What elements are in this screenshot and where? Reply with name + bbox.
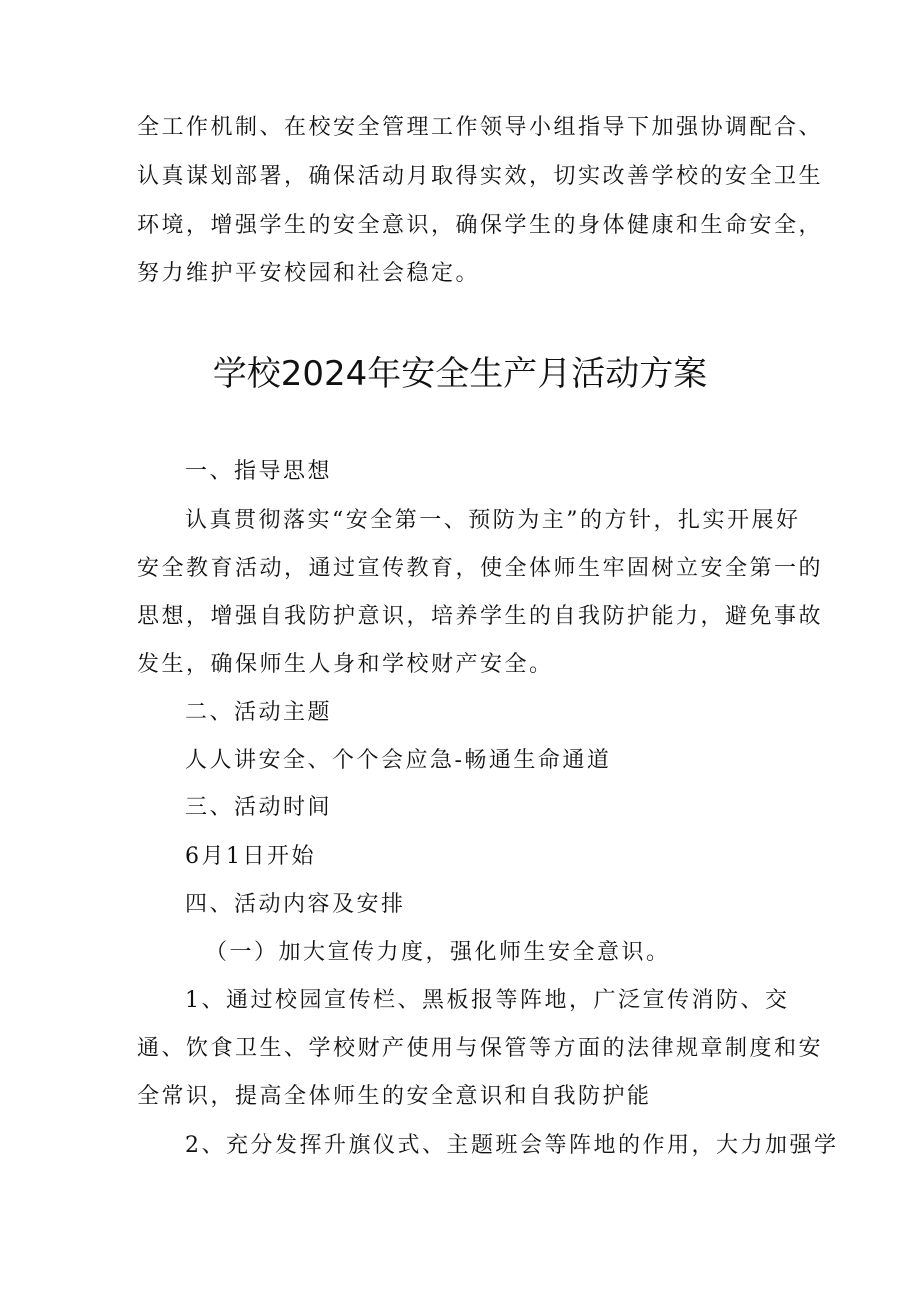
continuation-line-3: 环境，增强学生的安全意识，确保学生的身体健康和生命安全，: [137, 213, 824, 238]
section-4-item-1-line-2: 通、饮食卫生、学校财产使用与保管等方面的法律规章制度和安: [137, 1036, 824, 1061]
section-1-body-line-3: 思想，增强自我防护意识，培养学生的自我防护能力，避免事故: [137, 604, 824, 629]
section-4-item-2-line-1: 2、充分发挥升旗仪式、主题班会等阵地的作用，大力加强学: [185, 1133, 839, 1158]
continuation-line-2: 认真谋划部署，确保活动月取得实效，切实改善学校的安全卫生: [137, 164, 824, 189]
section-4-subheading-1: （一）加大宣传力度，强化师生安全意识。: [205, 940, 671, 965]
section-1-body-line-2: 安全教育活动，通过宣传教育，使全体师生牢固树立安全第一的: [137, 556, 824, 581]
section-4-heading: 四、活动内容及安排: [185, 892, 406, 917]
document-title: 学校2024年安全生产月活动方案: [212, 354, 708, 394]
section-1-body-line-4: 发生，确保师生人身和学校财产安全。: [137, 652, 554, 677]
section-1-body-line-1: 认真贯彻落实“安全第一、预防为主”的方针，扎实开展好: [185, 508, 801, 533]
section-4-item-1-line-3: 全常识，提高全体师生的安全意识和自我防护能: [137, 1084, 652, 1109]
section-4-item-1-line-1: 1、通过校园宣传栏、黑板报等阵地，广泛宣传消防、交: [185, 988, 790, 1013]
section-3-body: 6月1日开始: [185, 844, 316, 869]
continuation-line-4: 努力维护平安校园和社会稳定。: [137, 261, 481, 286]
section-1-heading: 一、指导思想: [185, 459, 333, 484]
section-3-heading: 三、活动时间: [185, 795, 333, 820]
section-2-heading: 二、活动主题: [185, 700, 333, 725]
section-2-body: 人人讲安全、个个会应急-畅通生命通道: [185, 748, 612, 773]
continuation-line-1: 全工作机制、在校安全管理工作领导小组指导下加强协调配合、: [137, 115, 824, 140]
